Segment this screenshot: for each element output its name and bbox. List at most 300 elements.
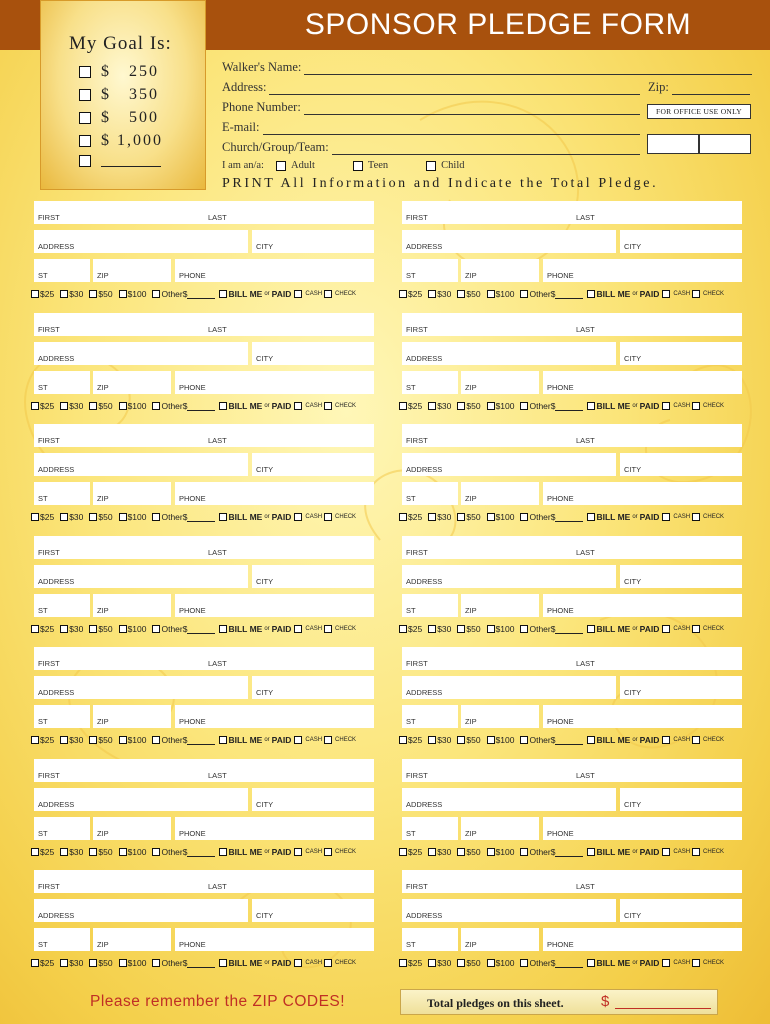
- check-checkbox[interactable]: [324, 290, 332, 298]
- checkbox[interactable]: [79, 66, 91, 78]
- first-name-field[interactable]: FIRST: [402, 759, 572, 782]
- amount-50-checkbox[interactable]: [457, 959, 465, 967]
- amount-50-checkbox[interactable]: [89, 736, 97, 744]
- amount-25-checkbox[interactable]: [399, 625, 407, 633]
- bill-me-checkbox[interactable]: [219, 736, 227, 744]
- cash-label: CASH: [673, 849, 691, 855]
- state-field[interactable]: ST: [402, 928, 458, 951]
- bill-me-checkbox[interactable]: [587, 736, 595, 744]
- paid-label: PAID: [639, 624, 660, 634]
- address-field[interactable]: ADDRESS: [402, 565, 616, 588]
- city-field[interactable]: CITY: [620, 899, 742, 922]
- amount-50-checkbox[interactable]: [457, 290, 465, 298]
- bill-me-checkbox[interactable]: [587, 625, 595, 633]
- other-amount-input[interactable]: [187, 625, 215, 634]
- amount-30-checkbox[interactable]: [428, 290, 436, 298]
- checkbox-adult[interactable]: [276, 161, 286, 171]
- amount-label: $100: [495, 735, 515, 745]
- bill-me-checkbox[interactable]: [587, 513, 595, 521]
- bill-me-label: BILL ME: [228, 624, 263, 634]
- amount-100-checkbox[interactable]: [119, 513, 127, 521]
- amount-label: $100: [127, 624, 147, 634]
- phone-field[interactable]: PHONE: [543, 371, 742, 394]
- amount-100-checkbox[interactable]: [119, 959, 127, 967]
- amount-30-checkbox[interactable]: [428, 402, 436, 410]
- city-field[interactable]: CITY: [252, 342, 374, 365]
- other-amount-input[interactable]: [555, 402, 583, 411]
- amount-30-checkbox[interactable]: [428, 736, 436, 744]
- check-checkbox[interactable]: [692, 402, 700, 410]
- pledge-amount-options: [399, 511, 726, 523]
- other-amount-checkbox[interactable]: [520, 513, 528, 521]
- amount-30-checkbox[interactable]: [60, 959, 68, 967]
- or-label: or: [264, 849, 270, 855]
- paid-label: PAID: [271, 512, 292, 522]
- city-field[interactable]: CITY: [252, 565, 374, 588]
- paid-label: PAID: [271, 847, 292, 857]
- check-checkbox[interactable]: [324, 402, 332, 410]
- state-field[interactable]: ST: [402, 594, 458, 617]
- other-amount-checkbox[interactable]: [152, 290, 160, 298]
- city-field[interactable]: CITY: [620, 788, 742, 811]
- amount-label: $50: [466, 735, 481, 745]
- amount-100-checkbox[interactable]: [119, 848, 127, 856]
- amount-label: $25: [40, 735, 55, 745]
- amount-100-checkbox[interactable]: [487, 848, 495, 856]
- amount-label: $50: [466, 512, 481, 522]
- goal-option-250[interactable]: $ 250: [79, 63, 159, 81]
- state-field[interactable]: ST: [34, 928, 90, 951]
- paid-label: PAID: [639, 847, 660, 857]
- other-amount-input[interactable]: [555, 959, 583, 968]
- cash-checkbox[interactable]: [662, 959, 670, 967]
- phone-field[interactable]: PHONE: [543, 482, 742, 505]
- phone-number-field[interactable]: Phone Number:: [222, 100, 640, 115]
- amount-50-checkbox[interactable]: [457, 402, 465, 410]
- cash-checkbox[interactable]: [294, 402, 302, 410]
- amount-label: $100: [127, 289, 147, 299]
- other-amount-input[interactable]: [555, 625, 583, 634]
- amount-100-checkbox[interactable]: [487, 959, 495, 967]
- other-amount-input[interactable]: [187, 736, 215, 745]
- cash-checkbox[interactable]: [662, 848, 670, 856]
- zip-field[interactable]: ZIP: [93, 705, 171, 728]
- amount-25-checkbox[interactable]: [399, 513, 407, 521]
- zip-field[interactable]: ZIP: [461, 817, 539, 840]
- other-amount-input[interactable]: [187, 848, 215, 857]
- other-amount-input[interactable]: [187, 513, 215, 522]
- address-field[interactable]: ADDRESS: [402, 342, 616, 365]
- checkbox[interactable]: [79, 155, 91, 167]
- phone-field[interactable]: PHONE: [175, 594, 374, 617]
- amount-100-checkbox[interactable]: [487, 736, 495, 744]
- checkbox-child[interactable]: [426, 161, 436, 171]
- state-field[interactable]: ST: [34, 594, 90, 617]
- other-amount-checkbox[interactable]: [520, 848, 528, 856]
- amount-50-checkbox[interactable]: [457, 848, 465, 856]
- address-field[interactable]: ADDRESS: [34, 342, 248, 365]
- phone-field[interactable]: PHONE: [543, 594, 742, 617]
- last-name-field[interactable]: LAST: [572, 759, 742, 782]
- address-field[interactable]: ADDRESS: [34, 565, 248, 588]
- amount-label: $25: [408, 401, 423, 411]
- zip-field[interactable]: ZIP: [461, 482, 539, 505]
- other-amount-input[interactable]: [555, 290, 583, 299]
- amount-100-checkbox[interactable]: [119, 402, 127, 410]
- amount-30-checkbox[interactable]: [60, 402, 68, 410]
- goal-option-500[interactable]: $ 500: [79, 109, 159, 127]
- cash-checkbox[interactable]: [662, 625, 670, 633]
- city-field[interactable]: CITY: [620, 565, 742, 588]
- or-label: or: [632, 291, 638, 297]
- amount-label: $50: [98, 401, 113, 411]
- address-field[interactable]: ADDRESS: [402, 453, 616, 476]
- check-checkbox[interactable]: [324, 625, 332, 633]
- total-pledges-input[interactable]: [615, 1008, 711, 1009]
- amount-25-checkbox[interactable]: [31, 625, 39, 633]
- last-name-field[interactable]: LAST: [572, 424, 742, 447]
- city-field[interactable]: CITY: [620, 342, 742, 365]
- zip-field[interactable]: ZIP: [93, 928, 171, 951]
- state-field[interactable]: ST: [402, 371, 458, 394]
- bill-me-label: BILL ME: [596, 289, 631, 299]
- zip-field[interactable]: ZIP: [461, 371, 539, 394]
- check-label: CHECK: [703, 849, 725, 855]
- last-name-field[interactable]: LAST: [204, 536, 374, 559]
- last-name-field[interactable]: LAST: [572, 647, 742, 670]
- zip-field[interactable]: ZIP: [461, 259, 539, 282]
- address-field[interactable]: ADDRESS: [402, 676, 616, 699]
- cash-checkbox[interactable]: [662, 736, 670, 744]
- amount-30-checkbox[interactable]: [60, 848, 68, 856]
- address-field[interactable]: Address:: [222, 80, 640, 95]
- first-name-field[interactable]: FIRST: [34, 536, 204, 559]
- amount-25-checkbox[interactable]: [399, 736, 407, 744]
- amount-30-checkbox[interactable]: [60, 513, 68, 521]
- goal-option-custom[interactable]: [79, 155, 161, 167]
- phone-field[interactable]: PHONE: [543, 259, 742, 282]
- amount-label: $25: [408, 289, 423, 299]
- check-label: CHECK: [703, 960, 725, 966]
- amount-50-checkbox[interactable]: [89, 848, 97, 856]
- first-name-field[interactable]: FIRST: [402, 424, 572, 447]
- cash-label: CASH: [673, 737, 691, 743]
- other-amount-checkbox[interactable]: [520, 736, 528, 744]
- last-name-field[interactable]: LAST: [572, 201, 742, 224]
- city-field[interactable]: CITY: [252, 230, 374, 253]
- amount-100-checkbox[interactable]: [487, 290, 495, 298]
- bill-me-checkbox[interactable]: [587, 402, 595, 410]
- cash-label: CASH: [673, 514, 691, 520]
- first-name-field[interactable]: FIRST: [34, 759, 204, 782]
- state-field[interactable]: ST: [34, 705, 90, 728]
- amount-30-checkbox[interactable]: [60, 290, 68, 298]
- address-field[interactable]: ADDRESS: [34, 230, 248, 253]
- amount-25-checkbox[interactable]: [399, 848, 407, 856]
- amount-50-checkbox[interactable]: [457, 625, 465, 633]
- office-use-box[interactable]: [647, 134, 699, 154]
- address-field[interactable]: ADDRESS: [402, 788, 616, 811]
- amount-50-checkbox[interactable]: [89, 290, 97, 298]
- other-amount-input[interactable]: [187, 959, 215, 968]
- amount-100-checkbox[interactable]: [119, 290, 127, 298]
- phone-field[interactable]: PHONE: [543, 928, 742, 951]
- cash-checkbox[interactable]: [662, 513, 670, 521]
- amount-label: $50: [466, 289, 481, 299]
- phone-field[interactable]: PHONE: [175, 928, 374, 951]
- bill-me-label: BILL ME: [596, 735, 631, 745]
- goal-option-350[interactable]: $ 350: [79, 86, 159, 104]
- amount-100-checkbox[interactable]: [119, 625, 127, 633]
- zip-field[interactable]: ZIP: [93, 482, 171, 505]
- check-checkbox[interactable]: [692, 625, 700, 633]
- check-checkbox[interactable]: [324, 513, 332, 521]
- checkbox[interactable]: [79, 89, 91, 101]
- first-name-field[interactable]: FIRST: [34, 870, 204, 893]
- amount-30-checkbox[interactable]: [428, 959, 436, 967]
- paid-label: PAID: [271, 735, 292, 745]
- other-amount-checkbox[interactable]: [152, 736, 160, 744]
- state-field[interactable]: ST: [34, 482, 90, 505]
- zip-field[interactable]: ZIP: [93, 594, 171, 617]
- city-field[interactable]: CITY: [252, 676, 374, 699]
- amount-50-checkbox[interactable]: [89, 625, 97, 633]
- last-name-field[interactable]: LAST: [572, 313, 742, 336]
- bill-me-checkbox[interactable]: [219, 848, 227, 856]
- amount-label: $50: [98, 289, 113, 299]
- other-amount-checkbox[interactable]: [520, 290, 528, 298]
- amount-label: $25: [40, 401, 55, 411]
- bill-me-label: BILL ME: [228, 401, 263, 411]
- phone-field[interactable]: PHONE: [175, 817, 374, 840]
- cash-checkbox[interactable]: [294, 513, 302, 521]
- city-field[interactable]: CITY: [620, 230, 742, 253]
- zip-field[interactable]: ZIP: [461, 594, 539, 617]
- bill-me-checkbox[interactable]: [587, 290, 595, 298]
- amount-100-checkbox[interactable]: [487, 625, 495, 633]
- checkbox[interactable]: [79, 135, 91, 147]
- goal-custom-blank[interactable]: [101, 155, 161, 167]
- zip-field[interactable]: ZIP: [461, 705, 539, 728]
- amount-25-checkbox[interactable]: [31, 959, 39, 967]
- amount-25-checkbox[interactable]: [399, 402, 407, 410]
- other-amount-input[interactable]: [555, 848, 583, 857]
- other-amount-checkbox[interactable]: [152, 625, 160, 633]
- amount-label: $30: [69, 958, 84, 968]
- amount-25-checkbox[interactable]: [399, 959, 407, 967]
- check-checkbox[interactable]: [324, 736, 332, 744]
- address-field[interactable]: ADDRESS: [34, 676, 248, 699]
- amount-25-checkbox[interactable]: [399, 290, 407, 298]
- amount-50-checkbox[interactable]: [457, 736, 465, 744]
- other-amount-input[interactable]: [555, 736, 583, 745]
- zip-field[interactable]: ZIP: [93, 371, 171, 394]
- other-amount-checkbox[interactable]: [152, 402, 160, 410]
- first-name-field[interactable]: FIRST: [402, 536, 572, 559]
- state-field[interactable]: ST: [34, 371, 90, 394]
- first-name-field[interactable]: FIRST: [34, 424, 204, 447]
- cash-checkbox[interactable]: [294, 625, 302, 633]
- other-label: Other$: [529, 401, 556, 411]
- last-name-field[interactable]: LAST: [572, 870, 742, 893]
- phone-field[interactable]: PHONE: [175, 705, 374, 728]
- or-label: or: [632, 514, 638, 520]
- zip-field[interactable]: ZIP: [93, 259, 171, 282]
- bill-me-label: BILL ME: [228, 512, 263, 522]
- check-checkbox[interactable]: [324, 959, 332, 967]
- amount-25-checkbox[interactable]: [31, 513, 39, 521]
- amount-30-checkbox[interactable]: [428, 848, 436, 856]
- last-name-field[interactable]: LAST: [572, 536, 742, 559]
- amount-30-checkbox[interactable]: [428, 625, 436, 633]
- amount-label: $25: [408, 735, 423, 745]
- first-name-field[interactable]: FIRST: [402, 870, 572, 893]
- last-name-field[interactable]: LAST: [204, 647, 374, 670]
- office-use-box[interactable]: [699, 134, 751, 154]
- amount-50-checkbox[interactable]: [89, 402, 97, 410]
- last-name-field[interactable]: LAST: [204, 424, 374, 447]
- amount-25-checkbox[interactable]: [31, 736, 39, 744]
- or-label: or: [264, 403, 270, 409]
- other-label: Other$: [529, 847, 556, 857]
- address-field[interactable]: ADDRESS: [402, 230, 616, 253]
- check-checkbox[interactable]: [692, 736, 700, 744]
- cash-checkbox[interactable]: [294, 848, 302, 856]
- last-name-field[interactable]: LAST: [204, 313, 374, 336]
- city-field[interactable]: CITY: [252, 788, 374, 811]
- state-field[interactable]: ST: [34, 259, 90, 282]
- or-label: or: [632, 849, 638, 855]
- check-checkbox[interactable]: [324, 848, 332, 856]
- other-amount-checkbox[interactable]: [152, 959, 160, 967]
- amount-50-checkbox[interactable]: [457, 513, 465, 521]
- cash-checkbox[interactable]: [662, 402, 670, 410]
- amount-100-checkbox[interactable]: [487, 402, 495, 410]
- other-amount-input[interactable]: [555, 513, 583, 522]
- cash-checkbox[interactable]: [294, 736, 302, 744]
- pledge-amount-options: [31, 511, 358, 523]
- check-checkbox[interactable]: [692, 959, 700, 967]
- state-field[interactable]: ST: [34, 817, 90, 840]
- address-field[interactable]: ADDRESS: [34, 899, 248, 922]
- goal-option-1000[interactable]: $ 1,000: [79, 132, 163, 150]
- first-name-field[interactable]: FIRST: [34, 647, 204, 670]
- bill-me-checkbox[interactable]: [587, 848, 595, 856]
- pledge-amount-options: [31, 846, 358, 858]
- bill-me-checkbox[interactable]: [219, 513, 227, 521]
- other-amount-checkbox[interactable]: [152, 513, 160, 521]
- other-label: Other$: [529, 624, 556, 634]
- amount-label: $100: [495, 624, 515, 634]
- address-field[interactable]: ADDRESS: [34, 788, 248, 811]
- or-label: or: [632, 403, 638, 409]
- city-field[interactable]: CITY: [620, 676, 742, 699]
- first-name-field[interactable]: FIRST: [34, 313, 204, 336]
- amount-30-checkbox[interactable]: [60, 625, 68, 633]
- check-label: CHECK: [335, 849, 357, 855]
- bill-me-label: BILL ME: [228, 847, 263, 857]
- other-amount-checkbox[interactable]: [520, 625, 528, 633]
- amount-label: $50: [98, 958, 113, 968]
- checkbox-teen[interactable]: [353, 161, 363, 171]
- amount-label: $25: [408, 624, 423, 634]
- checkbox[interactable]: [79, 112, 91, 124]
- zip-field[interactable]: Zip:: [648, 80, 750, 95]
- amount-50-checkbox[interactable]: [89, 959, 97, 967]
- amount-label: $100: [495, 512, 515, 522]
- walker-name-field[interactable]: Walker's Name:: [222, 60, 752, 75]
- amount-100-checkbox[interactable]: [487, 513, 495, 521]
- bill-me-checkbox[interactable]: [219, 402, 227, 410]
- cash-checkbox[interactable]: [294, 290, 302, 298]
- page-title: SPONSOR PLEDGE FORM: [304, 8, 692, 41]
- city-field[interactable]: CITY: [252, 453, 374, 476]
- bill-me-checkbox[interactable]: [219, 625, 227, 633]
- other-amount-checkbox[interactable]: [520, 959, 528, 967]
- cash-label: CASH: [673, 626, 691, 632]
- amount-30-checkbox[interactable]: [60, 736, 68, 744]
- bill-me-checkbox[interactable]: [219, 290, 227, 298]
- paid-label: PAID: [639, 958, 660, 968]
- zip-field[interactable]: ZIP: [461, 928, 539, 951]
- city-field[interactable]: CITY: [252, 899, 374, 922]
- address-field[interactable]: ADDRESS: [34, 453, 248, 476]
- bill-me-checkbox[interactable]: [587, 959, 595, 967]
- paid-label: PAID: [271, 401, 292, 411]
- city-field[interactable]: CITY: [620, 453, 742, 476]
- first-name-field[interactable]: FIRST: [402, 313, 572, 336]
- first-name-field[interactable]: FIRST: [34, 201, 204, 224]
- phone-field[interactable]: PHONE: [543, 817, 742, 840]
- last-name-field[interactable]: LAST: [204, 870, 374, 893]
- state-field[interactable]: ST: [402, 705, 458, 728]
- phone-field[interactable]: PHONE: [543, 705, 742, 728]
- first-name-field[interactable]: FIRST: [402, 647, 572, 670]
- church-group-team-field[interactable]: Church/Group/Team:: [222, 140, 640, 155]
- amount-25-checkbox[interactable]: [31, 402, 39, 410]
- cash-checkbox[interactable]: [294, 959, 302, 967]
- phone-field[interactable]: PHONE: [175, 482, 374, 505]
- amount-25-checkbox[interactable]: [31, 290, 39, 298]
- last-name-field[interactable]: LAST: [204, 759, 374, 782]
- first-name-field[interactable]: FIRST: [402, 201, 572, 224]
- state-field[interactable]: ST: [402, 259, 458, 282]
- last-name-field[interactable]: LAST: [204, 201, 374, 224]
- bill-me-checkbox[interactable]: [219, 959, 227, 967]
- address-field[interactable]: ADDRESS: [402, 899, 616, 922]
- state-field[interactable]: ST: [402, 817, 458, 840]
- other-amount-checkbox[interactable]: [520, 402, 528, 410]
- amount-25-checkbox[interactable]: [31, 848, 39, 856]
- check-checkbox[interactable]: [692, 513, 700, 521]
- check-checkbox[interactable]: [692, 290, 700, 298]
- state-field[interactable]: ST: [402, 482, 458, 505]
- amount-30-checkbox[interactable]: [428, 513, 436, 521]
- other-amount-input[interactable]: [187, 290, 215, 299]
- cash-checkbox[interactable]: [662, 290, 670, 298]
- amount-100-checkbox[interactable]: [119, 736, 127, 744]
- other-amount-checkbox[interactable]: [152, 848, 160, 856]
- phone-field[interactable]: PHONE: [175, 259, 374, 282]
- email-field[interactable]: E-mail:: [222, 120, 640, 135]
- other-amount-input[interactable]: [187, 402, 215, 411]
- or-label: or: [632, 960, 638, 966]
- zip-field[interactable]: ZIP: [93, 817, 171, 840]
- check-checkbox[interactable]: [692, 848, 700, 856]
- amount-50-checkbox[interactable]: [89, 513, 97, 521]
- phone-field[interactable]: PHONE: [175, 371, 374, 394]
- paid-label: PAID: [639, 735, 660, 745]
